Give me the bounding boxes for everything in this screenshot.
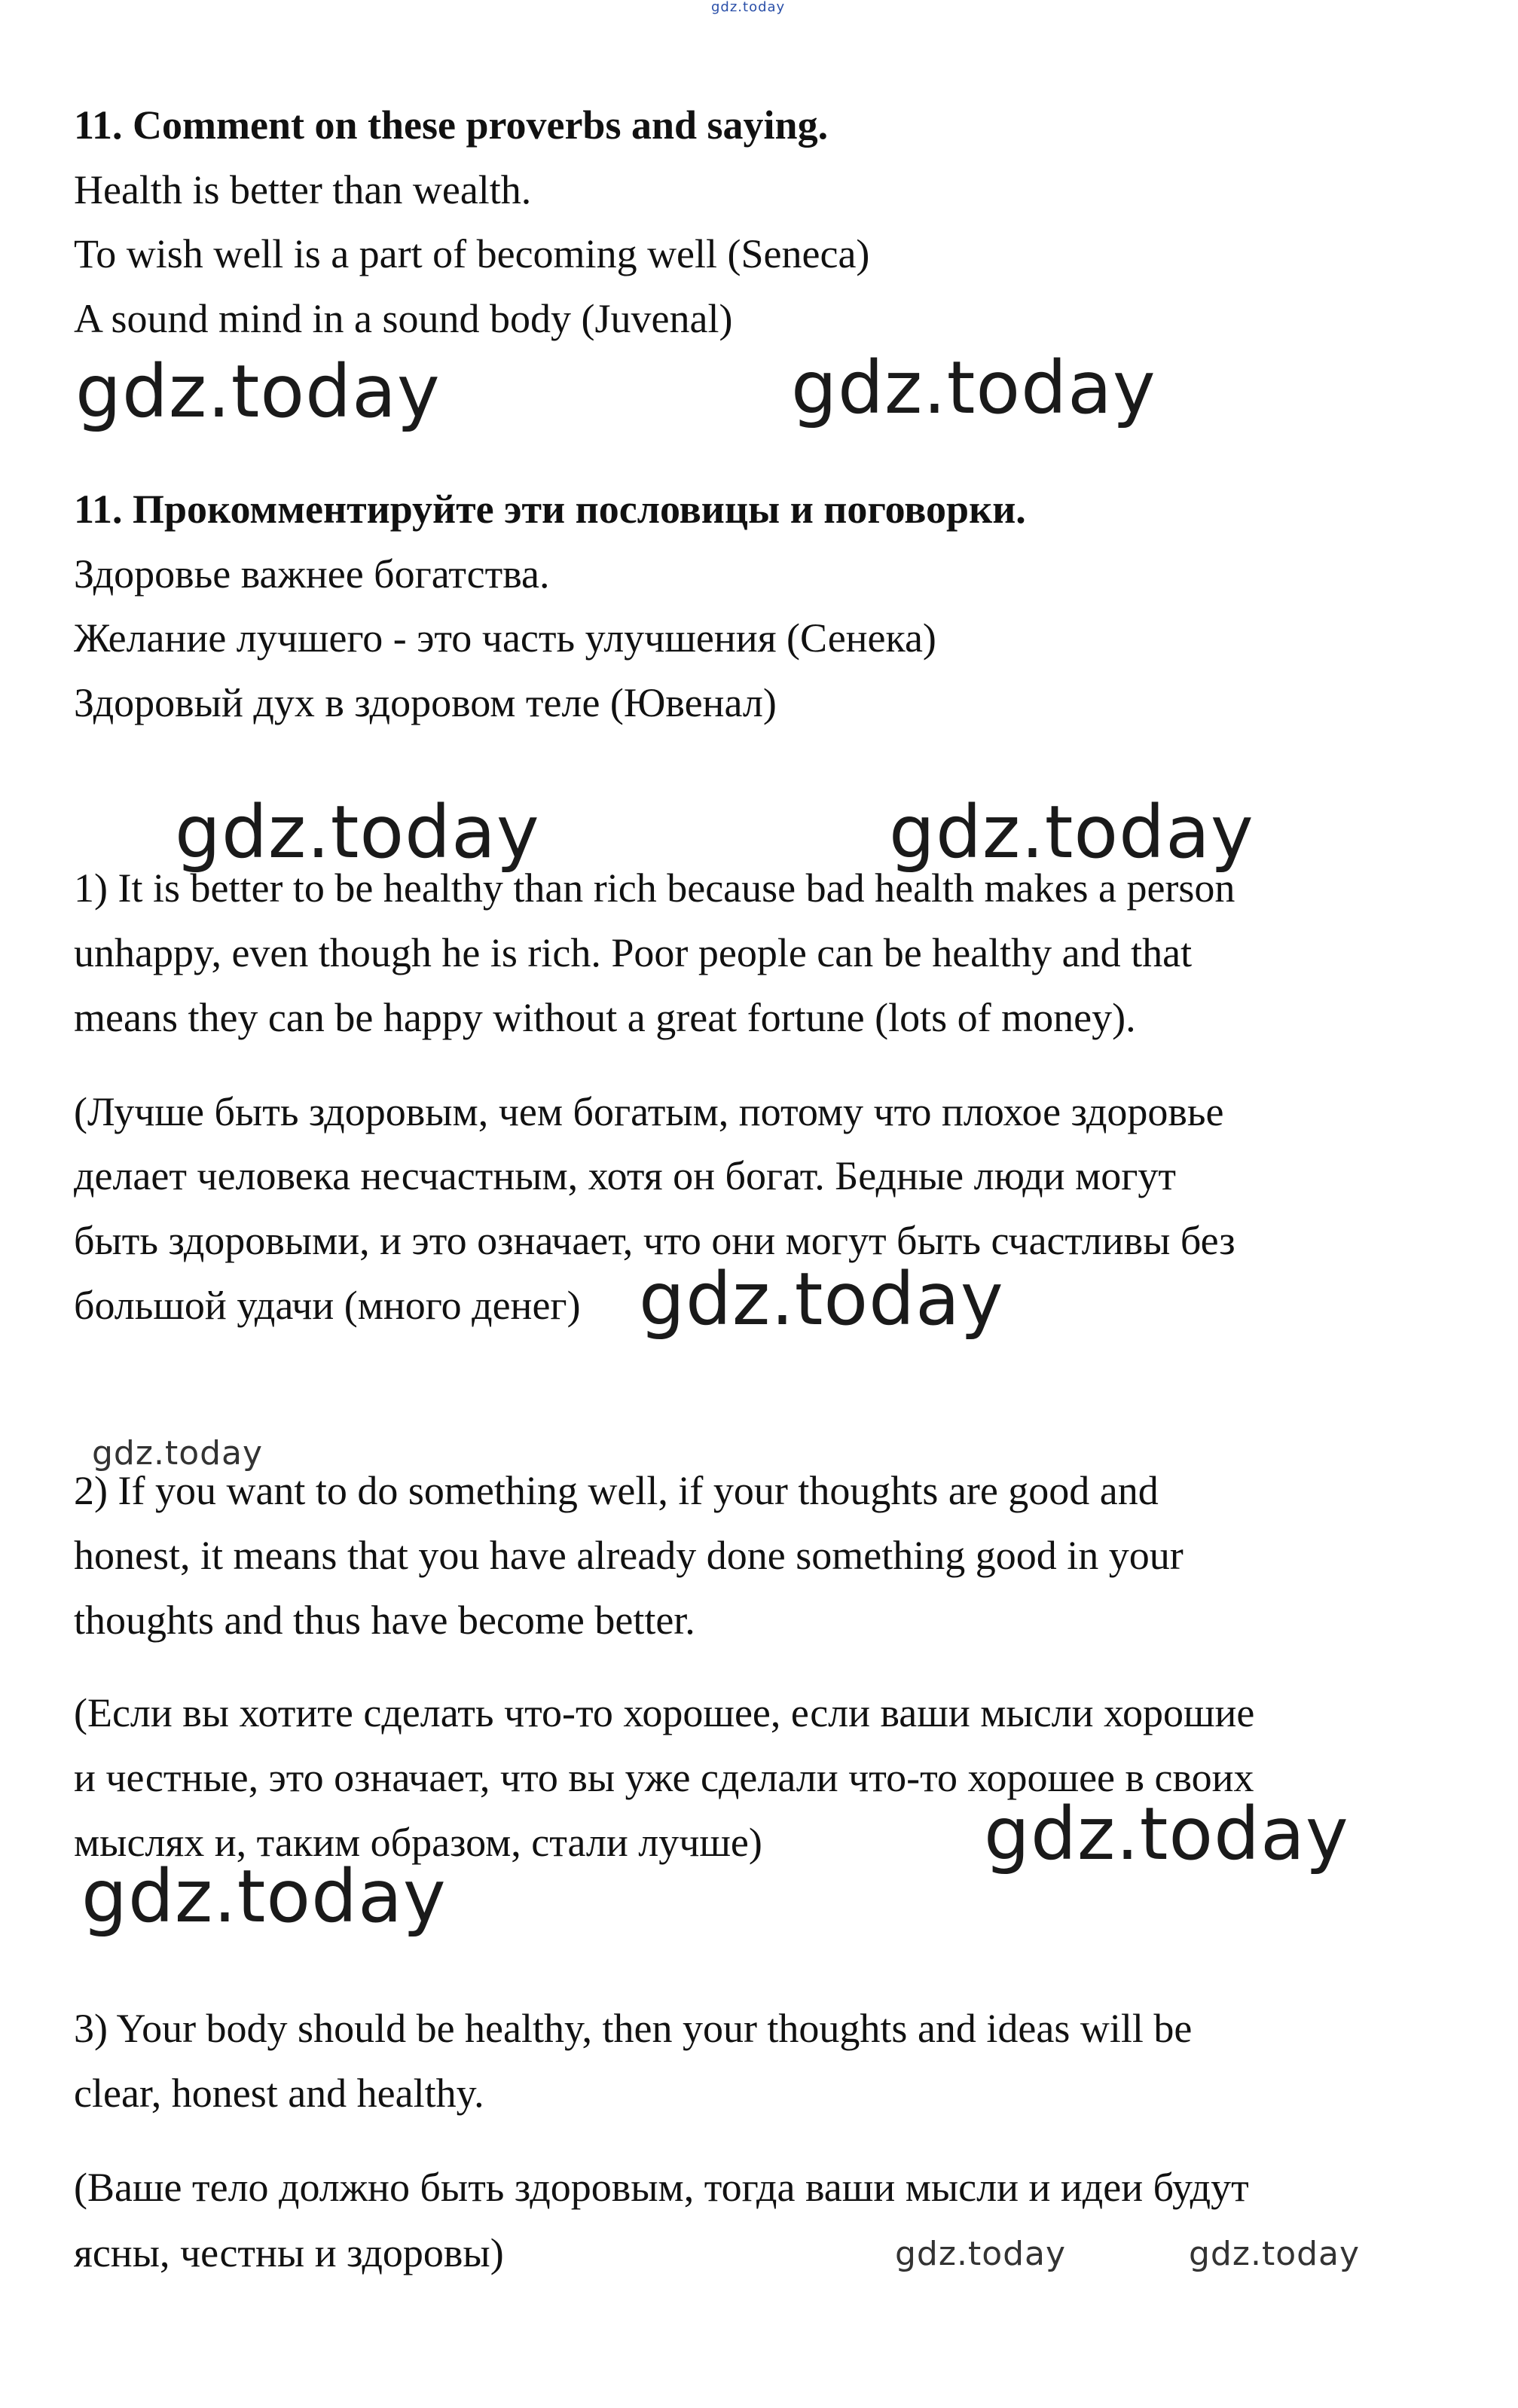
translation-line: мыслях и, таким образом, стали лучше) bbox=[74, 1820, 762, 1865]
answer-line: unhappy, even though he is rich. Poor people can be healthy and that bbox=[74, 930, 1193, 975]
proverb-line: Здоровый дух в здоровом теле (Ювенал) bbox=[74, 680, 777, 725]
answer-line: 2) If you want to do something well, if your thoughts are good and bbox=[74, 1468, 1159, 1513]
proverb-line: A sound mind in a sound body (Juvenal) bbox=[74, 296, 733, 341]
translation-line: быть здоровыми, и это означает, что они могут быть счастливы без bbox=[74, 1218, 1235, 1263]
answer-line: means they can be happy without a great fortune (lots of money). bbox=[74, 995, 1136, 1040]
task-title-en: 11. Comment on these proverbs and saying. bbox=[74, 102, 829, 148]
translation-line: (Если вы хотите сделать что-то хорошее, если ваши мысли хорошие bbox=[74, 1690, 1255, 1735]
proverb-line: Health is better than wealth. bbox=[74, 167, 532, 212]
watermark-small: gdz.today bbox=[1189, 2235, 1361, 2273]
watermark-small: gdz.today bbox=[895, 2235, 1067, 2273]
translation-line: делает человека несчастным, хотя он богат. Бедные люди могут bbox=[74, 1153, 1176, 1198]
translation-line: большой удачи (много денег) bbox=[74, 1283, 581, 1328]
translation-line: ясны, честны и здоровы) bbox=[74, 2230, 504, 2275]
watermark: gdz.today bbox=[639, 1257, 1004, 1341]
watermark-small: gdz.today bbox=[92, 1434, 264, 1473]
header-watermark: gdz.today bbox=[711, 0, 786, 15]
watermark: gdz.today bbox=[175, 790, 540, 874]
proverb-line: Желание лучшего - это часть улучшения (Сенека) bbox=[74, 615, 936, 661]
watermark: gdz.today bbox=[984, 1792, 1349, 1876]
translation-line: (Лучше быть здоровым, чем богатым, потому что плохое здоровье bbox=[74, 1089, 1224, 1134]
proverb-line: Здоровье важнее богатства. bbox=[74, 551, 550, 597]
watermark: gdz.today bbox=[791, 346, 1156, 430]
watermark: gdz.today bbox=[75, 349, 441, 434]
watermark: gdz.today bbox=[889, 790, 1254, 874]
watermark: gdz.today bbox=[81, 1854, 447, 1939]
answer-line: thoughts and thus have become better. bbox=[74, 1598, 695, 1643]
answer-line: clear, honest and healthy. bbox=[74, 2071, 484, 2116]
proverb-line: To wish well is a part of becoming well (Seneca) bbox=[74, 231, 870, 276]
answer-line: 1) It is better to be healthy than rich because bad health makes a person bbox=[74, 865, 1235, 911]
translation-line: (Ваше тело должно быть здоровым, тогда ваши мысли и идеи будут bbox=[74, 2165, 1249, 2210]
translation-line: и честные, это означает, что вы уже сделали что-то хорошее в своих bbox=[74, 1755, 1254, 1800]
task-title-ru: 11. Прокомментируйте эти пословицы и поговорки. bbox=[74, 487, 1026, 532]
answer-line: honest, it means that you have already done something good in your bbox=[74, 1533, 1184, 1578]
answer-line: 3) Your body should be healthy, then your thoughts and ideas will be bbox=[74, 2006, 1193, 2051]
